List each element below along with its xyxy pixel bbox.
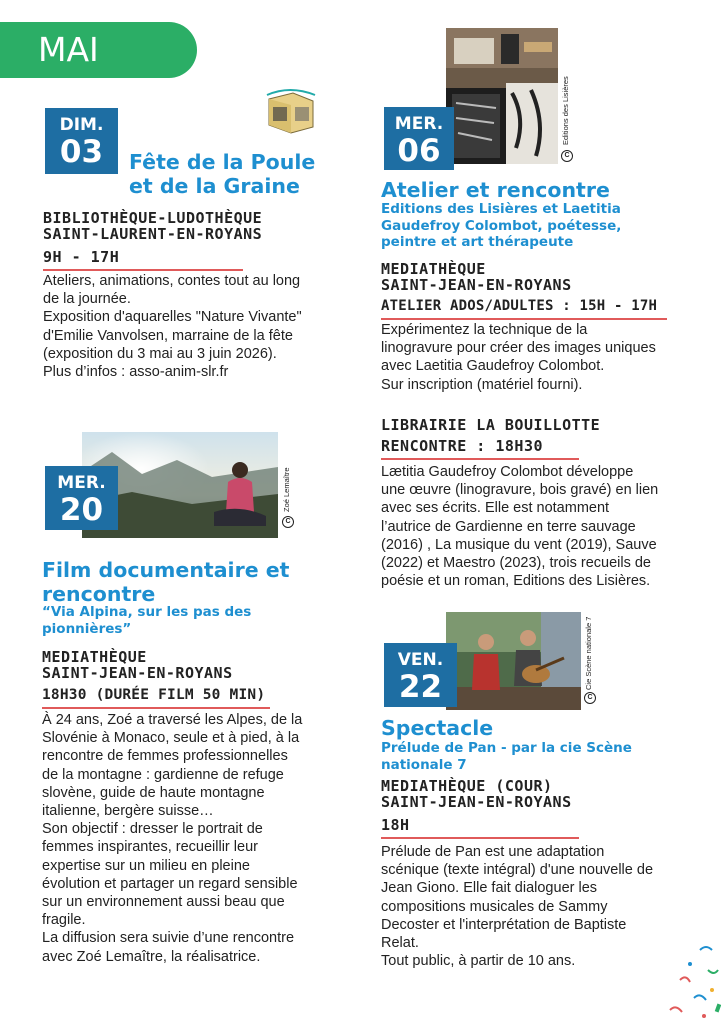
day-number: 06 (397, 133, 441, 169)
copyright-icon: C (561, 150, 573, 162)
venue-line: SAINT-JEAN-EN-ROYANS (42, 664, 233, 682)
fete-logo (263, 85, 318, 135)
day-of-week: VEN. (397, 650, 444, 670)
subtitle-line: pionnières” (42, 620, 132, 637)
day-number: 20 (59, 492, 104, 528)
day-of-week: MER. (57, 473, 106, 493)
venue-line: MEDIATHÈQUE (42, 648, 147, 666)
linogravure-photo-image (446, 28, 558, 164)
subtitle-line: “Via Alpina, sur les pas des (42, 604, 252, 620)
subtitle-line: nationale 7 (381, 756, 467, 773)
subtitle-line: Gaudefroy Colombot, poétesse, (381, 217, 622, 234)
title-line: Film documentaire et (42, 558, 290, 582)
title-line: rencontre (42, 582, 156, 606)
day-number: 03 (59, 134, 104, 170)
subtitle-line: peintre et art thérapeute (381, 234, 574, 250)
day-of-week: DIM. (59, 115, 104, 135)
event-time-spectacle: 18H (381, 815, 579, 839)
event-venue-librairie: LIBRAIRIE LA BOUILLOTTE (381, 416, 601, 434)
event-title-fete (129, 150, 315, 198)
copyright-icon: C (584, 692, 596, 704)
event-description-film: À 24 ans, Zoé a traversé les Alpes, de la Slovénie à Monaco, seule et à pied, à la rencontre de femmes professionnelles de la montagne : gardienne de refuge slovène, guide de haute montagne italienne, bergère suisse… Son objectif : dresser le portrait de femmes inspirantes, recueillir leur expertise sur un milieu en pleine évolution et partager un regard sensible sur un environnement aussi beau que fragile. La diffusion sera suivie d’une rencontre avec Zoé Lemaître, la réalisatrice. (42, 712, 303, 965)
event-description-rencontre: Lætitia Gaudefroy Colombot développe une œuvre (linogravure, bois gravé) en lien avec ses écrits. Elle est notamment l’autrice de Gardienne en terre sauvage (2016) , La musique du vent (2019), Sauve (2022) et Maestro (2023), trois recueils de poésie et un roman, Editions des Lisières. (381, 464, 659, 590)
event-description-spectacle: Prélude de Pan est une adaptation scénique (texte intégral) d'une nouvelle de Jean Giono. Elle fait dialoguer les compositions musicales de Sammy Decoster et l'interprétation de Baptiste Relat. Tout public, à partir de 10 ans. (381, 844, 654, 970)
event-subtitle-atelier (381, 201, 621, 251)
event-time-atelier: ATELIER ADOS/ADULTES : 15H - 17H (381, 296, 667, 320)
venue-line: SAINT-JEAN-EN-ROYANS (381, 793, 572, 811)
event-subtitle-film (42, 604, 251, 637)
date-box-06 (384, 107, 454, 170)
event-title-spectacle: Spectacle (381, 716, 494, 740)
venue-line: SAINT-JEAN-EN-ROYANS (381, 276, 572, 294)
event-time-rencontre: RENCONTRE : 18H30 (381, 436, 579, 460)
venue-line: SAINT-LAURENT-EN-ROYANS (43, 225, 263, 243)
month-tab: MAI (0, 22, 197, 78)
spectacle-photo (446, 612, 581, 710)
venue-line: BIBLIOTHÈQUE-LUDOTHÈQUE (43, 209, 263, 227)
linogravure-photo (446, 28, 558, 164)
fete-logo-icon (263, 85, 318, 135)
date-box-20 (45, 466, 118, 530)
event-venue-fete (43, 210, 262, 242)
event-description-atelier: Expérimentez la technique de la linogravure pour créer des images uniques avec Laetitia Gaudefroy Colombot. Sur inscription (matériel fourni). (381, 322, 656, 393)
event-title-film (42, 558, 289, 606)
date-box-22 (384, 643, 457, 707)
venue-line: MEDIATHÈQUE (381, 260, 486, 278)
event-venue-spectacle (381, 778, 572, 810)
event-title-atelier: Atelier et rencontre (381, 178, 610, 202)
photo-credit-lisieres: Editions des Lisières (561, 76, 570, 145)
photo-credit-cie: Cie Scène nationale 7 (584, 616, 593, 690)
date-box-03 (45, 108, 118, 174)
copyright-icon: C (282, 516, 294, 528)
event-time-fete: 9H - 17H (43, 247, 243, 271)
event-time-film: 18H30 (DURÉE FILM 50 MIN) (42, 685, 270, 709)
spectacle-photo-image (446, 612, 581, 710)
confetti-icon (660, 940, 721, 1024)
photo-credit-zoe: Zoé Lemaître (282, 467, 291, 512)
venue-line: MEDIATHÈQUE (COUR) (381, 777, 553, 795)
title-line: Fête de la Poule (129, 150, 316, 174)
day-of-week: MER. (394, 114, 444, 134)
subtitle-line: Editions des Lisières et Laetitia (381, 201, 621, 217)
event-description-fete: Ateliers, animations, contes tout au long de la journée. Exposition d'aquarelles "Nature Vivante" d'Emilie Vanvolsen, marraine de la fête (exposition du 3 mai au 3 juin 2026). Plus d’infos : asso-anim-slr.fr (43, 273, 302, 381)
event-subtitle-spectacle (381, 740, 632, 773)
event-venue-atelier (381, 261, 572, 293)
title-line: et de la Graine (129, 174, 300, 198)
event-venue-film (42, 649, 233, 681)
day-number: 22 (398, 669, 443, 705)
confetti-decoration (660, 940, 721, 1024)
subtitle-line: Prélude de Pan - par la cie Scène (381, 740, 632, 756)
